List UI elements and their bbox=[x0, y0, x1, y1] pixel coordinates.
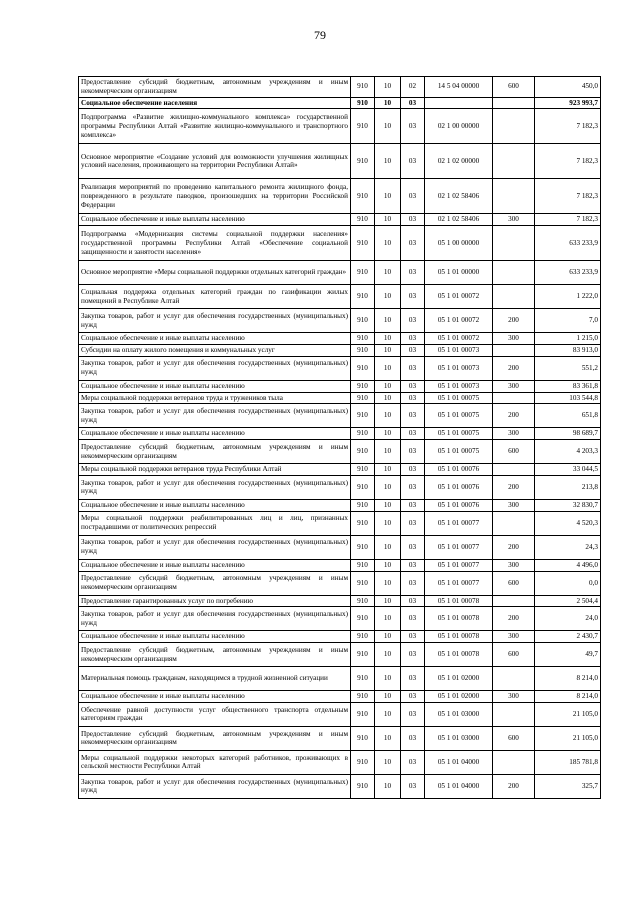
row-grbs-code: 910 bbox=[351, 179, 375, 214]
row-section-code: 10 bbox=[375, 607, 401, 631]
row-target-article-code: 02 1 00 00000 bbox=[425, 109, 493, 144]
row-target-article-code: 05 1 01 00076 bbox=[425, 464, 493, 476]
budget-table bbox=[78, 76, 601, 799]
row-amount: 8 214,0 bbox=[535, 667, 601, 691]
row-amount: 7 182,3 bbox=[535, 109, 601, 144]
table-row bbox=[79, 475, 601, 499]
table-row bbox=[79, 774, 601, 798]
row-name: Меры социальной поддержки реабилитированных лиц и лиц, признанных пострадавшими от политических репрессий bbox=[79, 511, 351, 535]
row-target-article-code: 05 1 01 02000 bbox=[425, 691, 493, 703]
row-target-article-code: 05 1 01 00073 bbox=[425, 344, 493, 356]
row-name: Социальное обеспечение населения bbox=[79, 97, 351, 109]
row-target-article-code: 05 1 01 03000 bbox=[425, 702, 493, 726]
row-section-code: 10 bbox=[375, 750, 401, 774]
row-name: Закупка товаров, работ и услуг для обеспечения государственных (муниципальных) нужд bbox=[79, 535, 351, 559]
row-amount: 1 215,0 bbox=[535, 333, 601, 345]
row-name: Социальное обеспечение и иные выплаты населению bbox=[79, 631, 351, 643]
row-target-article-code: 05 1 01 00075 bbox=[425, 428, 493, 440]
row-grbs-code: 910 bbox=[351, 559, 375, 571]
row-name: Закупка товаров, работ и услуг для обеспечения государственных (муниципальных) нужд bbox=[79, 475, 351, 499]
row-expense-type-code: 600 bbox=[493, 726, 535, 750]
row-section-code: 10 bbox=[375, 595, 401, 607]
row-amount: 1 222,0 bbox=[535, 285, 601, 309]
row-section-code: 10 bbox=[375, 726, 401, 750]
table-row bbox=[79, 499, 601, 511]
row-subsection-code: 03 bbox=[401, 179, 425, 214]
row-amount: 21 105,0 bbox=[535, 726, 601, 750]
row-section-code: 10 bbox=[375, 499, 401, 511]
row-expense-type-code: 200 bbox=[493, 404, 535, 428]
row-amount: 2 430,7 bbox=[535, 631, 601, 643]
row-subsection-code: 03 bbox=[401, 285, 425, 309]
table-row bbox=[79, 750, 601, 774]
table-row bbox=[79, 392, 601, 404]
row-expense-type-code: 200 bbox=[493, 607, 535, 631]
table-row bbox=[79, 428, 601, 440]
row-subsection-code: 03 bbox=[401, 380, 425, 392]
table-row bbox=[79, 464, 601, 476]
row-expense-type-code bbox=[493, 226, 535, 261]
row-expense-type-code bbox=[493, 179, 535, 214]
row-target-article-code: 05 1 01 00072 bbox=[425, 309, 493, 333]
row-expense-type-code bbox=[493, 667, 535, 691]
row-name: Закупка товаров, работ и услуг для обеспечения государственных (муниципальных) нужд bbox=[79, 356, 351, 380]
table-row bbox=[79, 404, 601, 428]
row-grbs-code: 910 bbox=[351, 511, 375, 535]
row-grbs-code: 910 bbox=[351, 571, 375, 595]
row-subsection-code: 03 bbox=[401, 595, 425, 607]
row-name: Основное мероприятие «Меры социальной поддержки отдельных категорий граждан» bbox=[79, 261, 351, 285]
row-expense-type-code: 600 bbox=[493, 643, 535, 667]
row-subsection-code: 03 bbox=[401, 333, 425, 345]
row-amount: 7 182,3 bbox=[535, 179, 601, 214]
table-row bbox=[79, 179, 601, 214]
row-target-article-code: 05 1 01 00075 bbox=[425, 404, 493, 428]
row-section-code: 10 bbox=[375, 333, 401, 345]
row-expense-type-code: 300 bbox=[493, 559, 535, 571]
row-target-article-code: 05 1 01 00075 bbox=[425, 440, 493, 464]
row-section-code: 10 bbox=[375, 440, 401, 464]
row-amount: 32 830,7 bbox=[535, 499, 601, 511]
row-name: Основное мероприятие «Создание условий для возможности улучшения жилищных условий населения, проживающего на территории Республики Алтай» bbox=[79, 144, 351, 179]
row-section-code: 10 bbox=[375, 428, 401, 440]
row-grbs-code: 910 bbox=[351, 226, 375, 261]
row-target-article-code bbox=[425, 97, 493, 109]
row-amount: 633 233,9 bbox=[535, 226, 601, 261]
row-target-article-code: 05 1 00 00000 bbox=[425, 226, 493, 261]
table-row bbox=[79, 511, 601, 535]
row-subsection-code: 03 bbox=[401, 344, 425, 356]
row-amount: 923 993,7 bbox=[535, 97, 601, 109]
row-grbs-code: 910 bbox=[351, 428, 375, 440]
row-target-article-code: 05 1 01 00077 bbox=[425, 535, 493, 559]
row-target-article-code: 05 1 01 00072 bbox=[425, 285, 493, 309]
row-target-article-code: 05 1 01 00078 bbox=[425, 643, 493, 667]
table-row bbox=[79, 144, 601, 179]
row-expense-type-code: 200 bbox=[493, 309, 535, 333]
row-grbs-code: 910 bbox=[351, 214, 375, 226]
row-amount: 213,8 bbox=[535, 475, 601, 499]
row-subsection-code: 03 bbox=[401, 97, 425, 109]
row-expense-type-code bbox=[493, 97, 535, 109]
row-expense-type-code: 300 bbox=[493, 214, 535, 226]
row-section-code: 10 bbox=[375, 77, 401, 98]
row-amount: 325,7 bbox=[535, 774, 601, 798]
row-amount: 551,2 bbox=[535, 356, 601, 380]
row-expense-type-code: 600 bbox=[493, 440, 535, 464]
row-subsection-code: 03 bbox=[401, 774, 425, 798]
row-target-article-code: 05 1 01 00078 bbox=[425, 595, 493, 607]
row-expense-type-code bbox=[493, 511, 535, 535]
row-amount: 24,0 bbox=[535, 607, 601, 631]
row-subsection-code: 03 bbox=[401, 475, 425, 499]
row-expense-type-code bbox=[493, 109, 535, 144]
row-name: Социальное обеспечение и иные выплаты населению bbox=[79, 691, 351, 703]
table-row bbox=[79, 691, 601, 703]
row-expense-type-code: 200 bbox=[493, 356, 535, 380]
row-expense-type-code: 300 bbox=[493, 428, 535, 440]
row-target-article-code: 05 1 01 00077 bbox=[425, 511, 493, 535]
table-row bbox=[79, 333, 601, 345]
row-grbs-code: 910 bbox=[351, 333, 375, 345]
row-subsection-code: 03 bbox=[401, 261, 425, 285]
row-section-code: 10 bbox=[375, 214, 401, 226]
row-name: Социальное обеспечение и иные выплаты населению bbox=[79, 428, 351, 440]
row-section-code: 10 bbox=[375, 144, 401, 179]
row-target-article-code: 05 1 01 00078 bbox=[425, 631, 493, 643]
row-target-article-code: 05 1 01 00073 bbox=[425, 356, 493, 380]
row-grbs-code: 910 bbox=[351, 774, 375, 798]
row-grbs-code: 910 bbox=[351, 380, 375, 392]
row-expense-type-code bbox=[493, 285, 535, 309]
row-section-code: 10 bbox=[375, 631, 401, 643]
row-expense-type-code bbox=[493, 144, 535, 179]
table-row bbox=[79, 702, 601, 726]
row-section-code: 10 bbox=[375, 261, 401, 285]
row-section-code: 10 bbox=[375, 667, 401, 691]
row-target-article-code: 05 1 01 00073 bbox=[425, 380, 493, 392]
table-row bbox=[79, 97, 601, 109]
row-amount: 4 520,3 bbox=[535, 511, 601, 535]
row-target-article-code: 02 1 02 58406 bbox=[425, 179, 493, 214]
row-grbs-code: 910 bbox=[351, 404, 375, 428]
row-subsection-code: 03 bbox=[401, 571, 425, 595]
row-grbs-code: 910 bbox=[351, 667, 375, 691]
row-grbs-code: 910 bbox=[351, 97, 375, 109]
row-grbs-code: 910 bbox=[351, 726, 375, 750]
table-row bbox=[79, 344, 601, 356]
row-name: Предоставление субсидий бюджетным, автономным учреждениям и иным некоммерческим организациям bbox=[79, 643, 351, 667]
row-grbs-code: 910 bbox=[351, 109, 375, 144]
row-name: Социальная поддержка отдельных категорий граждан по газификации жилых помещений в Республике Алтай bbox=[79, 285, 351, 309]
row-target-article-code: 05 1 01 00078 bbox=[425, 607, 493, 631]
row-expense-type-code bbox=[493, 344, 535, 356]
row-grbs-code: 910 bbox=[351, 356, 375, 380]
row-subsection-code: 03 bbox=[401, 691, 425, 703]
row-subsection-code: 03 bbox=[401, 667, 425, 691]
row-grbs-code: 910 bbox=[351, 607, 375, 631]
row-subsection-code: 03 bbox=[401, 535, 425, 559]
table-row bbox=[79, 643, 601, 667]
row-subsection-code: 03 bbox=[401, 643, 425, 667]
row-grbs-code: 910 bbox=[351, 702, 375, 726]
table-row bbox=[79, 631, 601, 643]
table-row bbox=[79, 440, 601, 464]
table-row bbox=[79, 309, 601, 333]
row-expense-type-code: 200 bbox=[493, 535, 535, 559]
row-expense-type-code: 300 bbox=[493, 631, 535, 643]
row-target-article-code: 05 1 01 00076 bbox=[425, 475, 493, 499]
row-name: Предоставление субсидий бюджетным, автономным учреждениям и иным некоммерческим организациям bbox=[79, 440, 351, 464]
row-grbs-code: 910 bbox=[351, 392, 375, 404]
row-section-code: 10 bbox=[375, 226, 401, 261]
row-section-code: 10 bbox=[375, 774, 401, 798]
row-target-article-code: 02 1 02 00000 bbox=[425, 144, 493, 179]
row-section-code: 10 bbox=[375, 464, 401, 476]
row-amount: 7 182,3 bbox=[535, 144, 601, 179]
row-subsection-code: 03 bbox=[401, 511, 425, 535]
row-name: Социальное обеспечение и иные выплаты населению bbox=[79, 499, 351, 511]
row-expense-type-code: 300 bbox=[493, 333, 535, 345]
row-name: Подпрограмма «Модернизация системы социальной поддержки населения» государственной программы Республики Алтай «Обеспечение социальной защищенности и занятости населения» bbox=[79, 226, 351, 261]
row-name: Материальная помощь гражданам, находящимся в трудной жизненной ситуации bbox=[79, 667, 351, 691]
row-target-article-code: 05 1 01 04000 bbox=[425, 774, 493, 798]
table-row bbox=[79, 214, 601, 226]
row-grbs-code: 910 bbox=[351, 309, 375, 333]
row-grbs-code: 910 bbox=[351, 691, 375, 703]
row-section-code: 10 bbox=[375, 511, 401, 535]
row-grbs-code: 910 bbox=[351, 750, 375, 774]
row-expense-type-code: 600 bbox=[493, 571, 535, 595]
row-subsection-code: 03 bbox=[401, 144, 425, 179]
row-section-code: 10 bbox=[375, 702, 401, 726]
row-target-article-code: 02 1 02 58406 bbox=[425, 214, 493, 226]
row-section-code: 10 bbox=[375, 535, 401, 559]
row-name: Предоставление гарантированных услуг по погребению bbox=[79, 595, 351, 607]
row-amount: 450,0 bbox=[535, 77, 601, 98]
row-amount: 0,0 bbox=[535, 571, 601, 595]
row-subsection-code: 03 bbox=[401, 702, 425, 726]
row-subsection-code: 03 bbox=[401, 109, 425, 144]
row-subsection-code: 03 bbox=[401, 607, 425, 631]
table-row bbox=[79, 571, 601, 595]
table-row bbox=[79, 226, 601, 261]
row-subsection-code: 02 bbox=[401, 77, 425, 98]
row-subsection-code: 03 bbox=[401, 464, 425, 476]
row-section-code: 10 bbox=[375, 475, 401, 499]
row-amount: 21 105,0 bbox=[535, 702, 601, 726]
row-section-code: 10 bbox=[375, 559, 401, 571]
row-expense-type-code bbox=[493, 750, 535, 774]
row-name: Обеспечение равной доступности услуг общественного транспорта отдельным категориям граждан bbox=[79, 702, 351, 726]
row-amount: 651,8 bbox=[535, 404, 601, 428]
row-amount: 4 203,3 bbox=[535, 440, 601, 464]
row-name: Закупка товаров, работ и услуг для обеспечения государственных (муниципальных) нужд bbox=[79, 309, 351, 333]
row-expense-type-code bbox=[493, 392, 535, 404]
row-expense-type-code: 200 bbox=[493, 475, 535, 499]
table-row bbox=[79, 535, 601, 559]
row-section-code: 10 bbox=[375, 356, 401, 380]
row-expense-type-code: 200 bbox=[493, 774, 535, 798]
row-section-code: 10 bbox=[375, 571, 401, 595]
row-grbs-code: 910 bbox=[351, 595, 375, 607]
row-grbs-code: 910 bbox=[351, 643, 375, 667]
row-subsection-code: 03 bbox=[401, 559, 425, 571]
row-grbs-code: 910 bbox=[351, 77, 375, 98]
row-expense-type-code bbox=[493, 464, 535, 476]
row-section-code: 10 bbox=[375, 691, 401, 703]
row-target-article-code: 05 1 01 02000 bbox=[425, 667, 493, 691]
table-row bbox=[79, 77, 601, 98]
row-subsection-code: 03 bbox=[401, 309, 425, 333]
page-number: 79 bbox=[314, 28, 326, 42]
row-name: Предоставление субсидий бюджетным, автономным учреждениям и иным некоммерческим организациям bbox=[79, 77, 351, 98]
row-grbs-code: 910 bbox=[351, 344, 375, 356]
row-amount: 633 233,9 bbox=[535, 261, 601, 285]
row-grbs-code: 910 bbox=[351, 261, 375, 285]
table-row bbox=[79, 285, 601, 309]
table-row bbox=[79, 559, 601, 571]
row-subsection-code: 03 bbox=[401, 428, 425, 440]
row-amount: 33 044,5 bbox=[535, 464, 601, 476]
row-grbs-code: 910 bbox=[351, 475, 375, 499]
row-name: Меры социальной поддержки ветеранов труда Республики Алтай bbox=[79, 464, 351, 476]
row-name: Закупка товаров, работ и услуг для обеспечения государственных (муниципальных) нужд bbox=[79, 404, 351, 428]
row-grbs-code: 910 bbox=[351, 499, 375, 511]
row-amount: 7 182,3 bbox=[535, 214, 601, 226]
row-target-article-code: 05 1 01 00077 bbox=[425, 571, 493, 595]
row-grbs-code: 910 bbox=[351, 144, 375, 179]
row-subsection-code: 03 bbox=[401, 356, 425, 380]
row-target-article-code: 05 1 01 00076 bbox=[425, 499, 493, 511]
row-name: Социальное обеспечение и иные выплаты населению bbox=[79, 214, 351, 226]
row-section-code: 10 bbox=[375, 344, 401, 356]
row-section-code: 10 bbox=[375, 309, 401, 333]
row-target-article-code: 05 1 01 00072 bbox=[425, 333, 493, 345]
budget-table-body bbox=[79, 77, 601, 799]
row-subsection-code: 03 bbox=[401, 226, 425, 261]
row-amount: 83 361,8 bbox=[535, 380, 601, 392]
row-name: Социальное обеспечение и иные выплаты населению bbox=[79, 380, 351, 392]
row-name: Реализация мероприятий по проведению капитального ремонта жилищного фонда, поврежденного в результате паводков, произошедших на территории Российской Федерации bbox=[79, 179, 351, 214]
row-section-code: 10 bbox=[375, 109, 401, 144]
row-amount: 2 504,4 bbox=[535, 595, 601, 607]
table-row bbox=[79, 356, 601, 380]
row-subsection-code: 03 bbox=[401, 392, 425, 404]
row-expense-type-code: 600 bbox=[493, 77, 535, 98]
row-subsection-code: 03 bbox=[401, 214, 425, 226]
row-subsection-code: 03 bbox=[401, 631, 425, 643]
row-amount: 83 913,0 bbox=[535, 344, 601, 356]
row-name: Социальное обеспечение и иные выплаты населению bbox=[79, 559, 351, 571]
row-target-article-code: 05 1 01 00077 bbox=[425, 559, 493, 571]
row-name: Социальное обеспечение и иные выплаты населению bbox=[79, 333, 351, 345]
table-row bbox=[79, 261, 601, 285]
row-section-code: 10 bbox=[375, 285, 401, 309]
row-subsection-code: 03 bbox=[401, 499, 425, 511]
row-section-code: 10 bbox=[375, 97, 401, 109]
row-grbs-code: 910 bbox=[351, 440, 375, 464]
table-row bbox=[79, 667, 601, 691]
row-subsection-code: 03 bbox=[401, 750, 425, 774]
row-amount: 103 544,8 bbox=[535, 392, 601, 404]
row-grbs-code: 910 bbox=[351, 285, 375, 309]
row-name: Меры социальной поддержки некоторых категорий работников, проживающих в сельской местности Республики Алтай bbox=[79, 750, 351, 774]
row-name: Закупка товаров, работ и услуг для обеспечения государственных (муниципальных) нужд bbox=[79, 774, 351, 798]
row-target-article-code: 05 1 01 00000 bbox=[425, 261, 493, 285]
row-section-code: 10 bbox=[375, 404, 401, 428]
row-section-code: 10 bbox=[375, 643, 401, 667]
row-name: Субсидии на оплату жилого помещения и коммунальных услуг bbox=[79, 344, 351, 356]
row-expense-type-code: 300 bbox=[493, 499, 535, 511]
row-section-code: 10 bbox=[375, 380, 401, 392]
row-expense-type-code bbox=[493, 702, 535, 726]
row-name: Меры социальной поддержки ветеранов труда и тружеников тыла bbox=[79, 392, 351, 404]
row-section-code: 10 bbox=[375, 179, 401, 214]
row-subsection-code: 03 bbox=[401, 440, 425, 464]
row-target-article-code: 14 5 04 00000 bbox=[425, 77, 493, 98]
row-expense-type-code bbox=[493, 261, 535, 285]
row-expense-type-code: 300 bbox=[493, 691, 535, 703]
table-row bbox=[79, 109, 601, 144]
row-name: Предоставление субсидий бюджетным, автономным учреждениям и иным некоммерческим организациям bbox=[79, 571, 351, 595]
row-name: Подпрограмма «Развитие жилищно-коммунального комплекса» государственной программы Республики Алтай «Развитие жилищно-коммунального и транспортного комплекса» bbox=[79, 109, 351, 144]
table-row bbox=[79, 607, 601, 631]
row-grbs-code: 910 bbox=[351, 631, 375, 643]
table-row bbox=[79, 726, 601, 750]
row-section-code: 10 bbox=[375, 392, 401, 404]
row-target-article-code: 05 1 01 04000 bbox=[425, 750, 493, 774]
row-amount: 98 689,7 bbox=[535, 428, 601, 440]
row-target-article-code: 05 1 01 00075 bbox=[425, 392, 493, 404]
row-grbs-code: 910 bbox=[351, 535, 375, 559]
table-row bbox=[79, 595, 601, 607]
row-target-article-code: 05 1 01 03000 bbox=[425, 726, 493, 750]
row-amount: 7,0 bbox=[535, 309, 601, 333]
row-amount: 185 781,8 bbox=[535, 750, 601, 774]
row-amount: 8 214,0 bbox=[535, 691, 601, 703]
row-subsection-code: 03 bbox=[401, 404, 425, 428]
row-name: Предоставление субсидий бюджетным, автономным учреждениям и иным некоммерческим организациям bbox=[79, 726, 351, 750]
row-grbs-code: 910 bbox=[351, 464, 375, 476]
row-expense-type-code: 300 bbox=[493, 380, 535, 392]
row-name: Закупка товаров, работ и услуг для обеспечения государственных (муниципальных) нужд bbox=[79, 607, 351, 631]
row-amount: 49,7 bbox=[535, 643, 601, 667]
table-row bbox=[79, 380, 601, 392]
row-amount: 4 496,0 bbox=[535, 559, 601, 571]
row-expense-type-code bbox=[493, 595, 535, 607]
row-amount: 24,3 bbox=[535, 535, 601, 559]
row-subsection-code: 03 bbox=[401, 726, 425, 750]
